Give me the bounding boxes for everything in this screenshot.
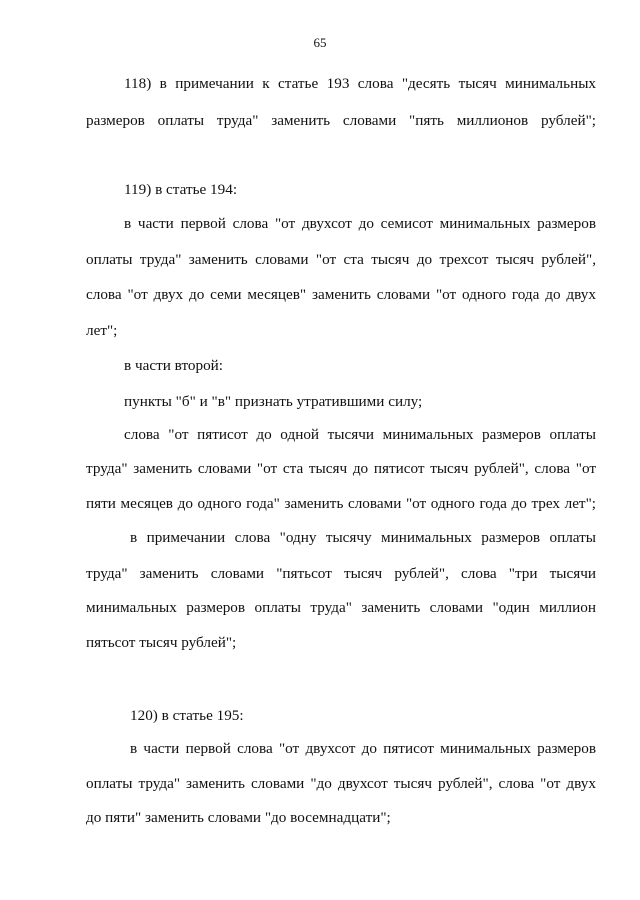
text-line: минимальных размеров оплаты труда" заменить словами "один миллион: [86, 599, 596, 616]
text-line: оплаты труда" заменить словами "до двухсот тысяч рублей", слова "от двух: [86, 775, 596, 792]
section-heading: 120) в статье 195:: [130, 707, 244, 724]
text-line: в примечании слова "одну тысячу минимальных размеров оплаты: [130, 529, 596, 546]
text-line: пяти месяцев до одного года" заменить словами "от одного года до трех лет";: [86, 495, 596, 512]
text-line: до пяти" заменить словами "до восемнадцати";: [86, 809, 391, 826]
text-line: оплаты труда" заменить словами "от ста тысяч до трехсот тысяч рублей",: [86, 251, 596, 268]
text-line: труда" заменить словами "от ста тысяч до пятисот тысяч рублей", слова "от: [86, 460, 596, 477]
text-line: размеров оплаты труда" заменить словами "пять миллионов рублей";: [86, 112, 596, 129]
text-line: труда" заменить словами "пятьсот тысяч рублей", слова "три тысячи: [86, 565, 596, 582]
text-line: в части первой слова "от двухсот до семисот минимальных размеров: [124, 215, 596, 232]
text-line: пятьсот тысяч рублей";: [86, 634, 237, 651]
text-line: лет";: [86, 322, 118, 339]
text-line: в части первой слова "от двухсот до пятисот минимальных размеров: [130, 740, 596, 757]
page-number: 65: [313, 35, 327, 50]
text-line: слова "от двух до семи месяцев" заменить словами "от одного года до двух: [86, 286, 596, 303]
text-line: в части второй:: [124, 357, 224, 374]
text-line: пункты "б" и "в" признать утратившими силу;: [124, 393, 423, 410]
section-heading: 119) в статье 194:: [124, 181, 238, 198]
text-line: слова "от пятисот до одной тысячи минимальных размеров оплаты: [124, 426, 596, 443]
text-line: 118) в примечании к статье 193 слова "десять тысяч минимальных: [124, 75, 596, 92]
